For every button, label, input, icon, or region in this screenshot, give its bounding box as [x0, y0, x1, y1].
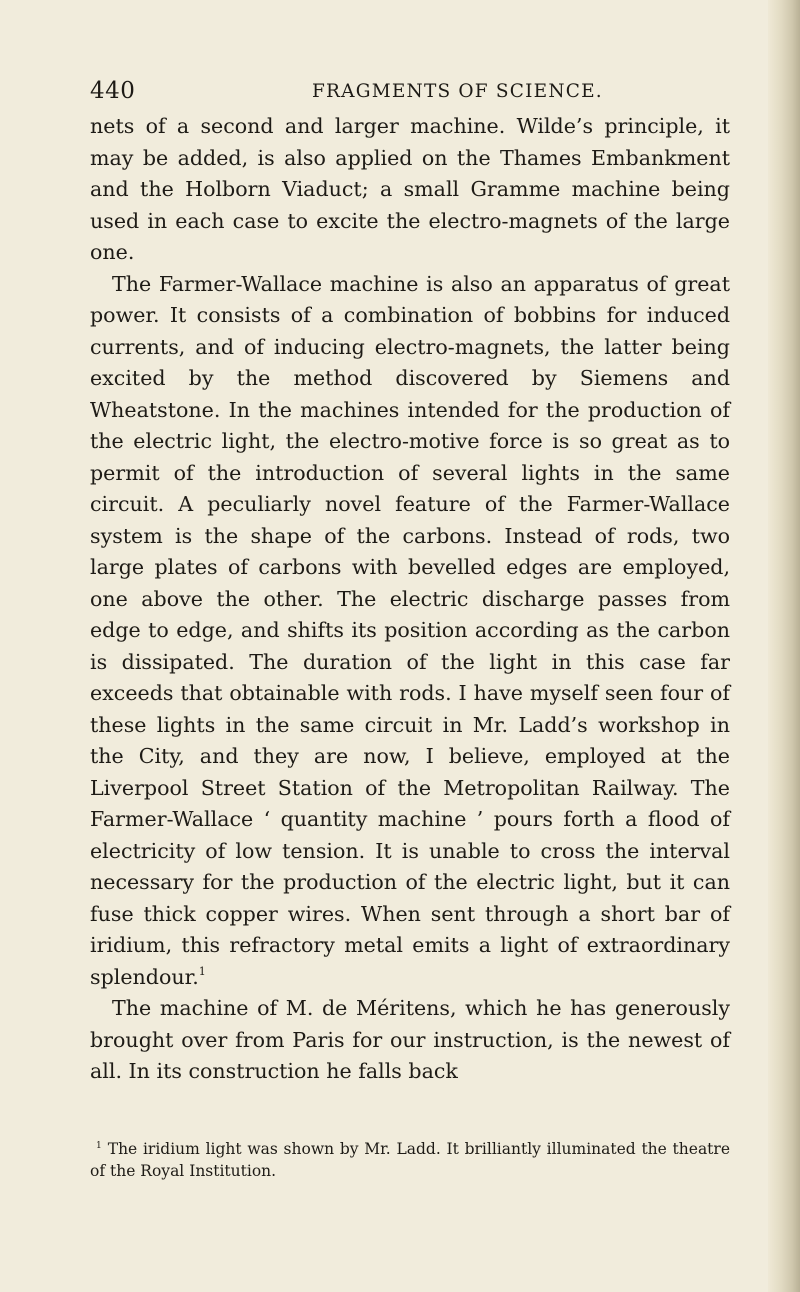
footnote-text: The iridium light was shown by Mr. Ladd. It brilliantly illuminated the theatre of the Royal Institution. [90, 1140, 730, 1180]
page-number: 440 [90, 78, 136, 104]
page-edge-shadow [768, 0, 800, 1292]
running-head [90, 78, 730, 108]
footnote-reference: 1 [198, 964, 206, 978]
body-text [90, 111, 730, 1088]
paragraph-text: The Farmer-Wallace machine is also an apparatus of great power. It consists of a combination of bobbins for induced currents, and of inducing electro-magnets, the latter being excited by the method discovered by Siemens and Wheatstone. In the machines intended for the production of the electric light, the electro-motive force is so great as to permit of the introduction of several lights in the same circuit. A peculiarly novel feature of the Farmer-Wallace system is the shape of the carbons. Instead of rods, two large plates of carbons with bevelled edges are employed, one above the other. The electric discharge passes from edge to edge, and shifts its position according as the carbon is dissipated. The duration of the light in this case far exceeds that obtainable with rods. I have myself seen four of these lights in the same circuit in Mr. Ladd’s workshop in the City, and they are now, I believe, employed at the Liverpool Street Station of the Metropolitan Railway. The Farmer-Wallace ‘ quantity machine ’ pours forth a flood of electricity of low tension. It is unable to cross the interval necessary for the production of the electric light, but it can fuse thick copper wires. When sent through a short bar of iridium, this refractory metal emits a light of extraordinary splendour. [90, 271, 730, 989]
running-title: FRAGMENTS OF SCIENCE. [312, 81, 603, 102]
footnote-marker: 1 [96, 1141, 102, 1151]
paragraph-de-meritens: The machine of M. de Méritens, which he has generously brought over from Paris for our instruction, is the newest of all. In its construction he falls back [90, 996, 730, 1083]
paragraph-continued: nets of a second and larger machine. Wilde’s principle, it may be added, is also applied on the Thames Embankment and the Holborn Viaduct; a small Gramme machine being used in each case to excite the electro-magnets of the large one. [90, 114, 730, 264]
footnote [90, 1135, 730, 1182]
paragraph-farmer-wallace [90, 269, 730, 994]
